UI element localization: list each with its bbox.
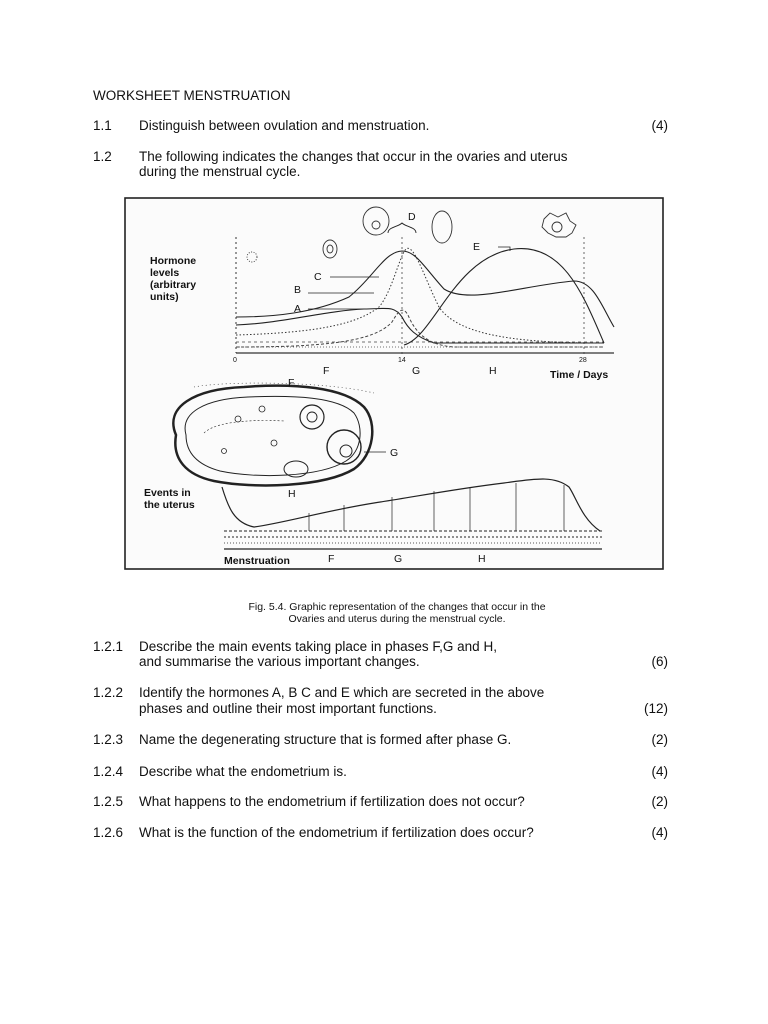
question-number: 1.2.5 <box>93 794 124 809</box>
hormone-axis-label: Hormone <box>150 255 197 267</box>
hormone-axis-label: (arbitrary <box>150 279 197 291</box>
x-tick-label: 0 <box>233 357 237 364</box>
uterus-label: the uterus <box>144 499 195 511</box>
ovary-label-f: F <box>288 377 295 389</box>
curve-label-e: E <box>473 241 481 253</box>
question-number: 1.1 <box>93 118 112 133</box>
phase-label-f: F <box>323 365 330 377</box>
question-marks: (4) <box>651 118 668 133</box>
question-marks: (4) <box>651 764 668 779</box>
worksheet-title: WORKSHEET MENSTRUATION <box>93 88 291 103</box>
ovary-label-g: G <box>390 447 399 459</box>
question-number: 1.2 <box>93 149 112 164</box>
x-tick-label: 28 <box>579 357 587 364</box>
question-text: Describe what the endometrium is. <box>139 764 347 779</box>
question-text: Describe the main events taking place in phases F,G and H, <box>139 639 497 654</box>
question-text: Distinguish between ovulation and menstruation. <box>139 118 430 133</box>
question-text: The following indicates the changes that occur in the ovaries and uterus <box>139 149 568 164</box>
curve-label-a: A <box>294 303 302 315</box>
hormone-axis-label: units) <box>150 291 179 303</box>
phase-label-h: H <box>489 365 497 377</box>
question-number: 1.2.1 <box>93 639 124 654</box>
bottom-phase-label-g: G <box>394 553 403 565</box>
question-number: 1.2.6 <box>93 825 124 840</box>
question-number: 1.2.3 <box>93 732 124 747</box>
question-text: Identify the hormones A, B C and E which are secreted in the above <box>139 685 545 700</box>
question-number: 1.2.4 <box>93 764 124 779</box>
hormone-axis-label: levels <box>150 267 180 279</box>
figure-caption: Ovaries and uterus during the menstrual cycle. <box>288 613 506 625</box>
question-text: Name the degenerating structure that is formed after phase G. <box>139 732 512 747</box>
question-text-continued: and summarise the various important changes. <box>139 654 420 669</box>
question-text: What is the function of the endometrium if fertilization does occur? <box>139 825 534 840</box>
bottom-phase-label-h: H <box>478 553 486 565</box>
question-text-continued: phases and outline their most important functions. <box>139 701 437 716</box>
curve-label-b: B <box>294 284 302 296</box>
curve-label-c: C <box>314 271 322 283</box>
time-axis-label: Time / Days <box>550 369 609 381</box>
question-marks: (12) <box>643 701 668 716</box>
uterus-label: Events in <box>144 487 191 499</box>
menstruation-label: Menstruation <box>224 555 290 567</box>
curve-label-d: D <box>408 211 416 223</box>
figure-caption: Fig. 5.4. Graphic representation of the changes that occur in the <box>248 601 546 613</box>
question-text: What happens to the endometrium if fertilization does not occur? <box>139 794 525 809</box>
question-marks: (2) <box>651 732 668 747</box>
question-number: 1.2.2 <box>93 685 124 700</box>
ovary-label-h: H <box>288 488 296 500</box>
menstrual-cycle-figure <box>124 197 664 570</box>
question-marks: (6) <box>651 654 668 669</box>
bottom-phase-label-f: F <box>328 553 335 565</box>
phase-label-g: G <box>412 365 421 377</box>
question-marks: (2) <box>651 794 668 809</box>
question-text-continued: during the menstrual cycle. <box>139 164 301 179</box>
question-marks: (4) <box>651 825 668 840</box>
x-tick-label: 14 <box>398 357 406 364</box>
